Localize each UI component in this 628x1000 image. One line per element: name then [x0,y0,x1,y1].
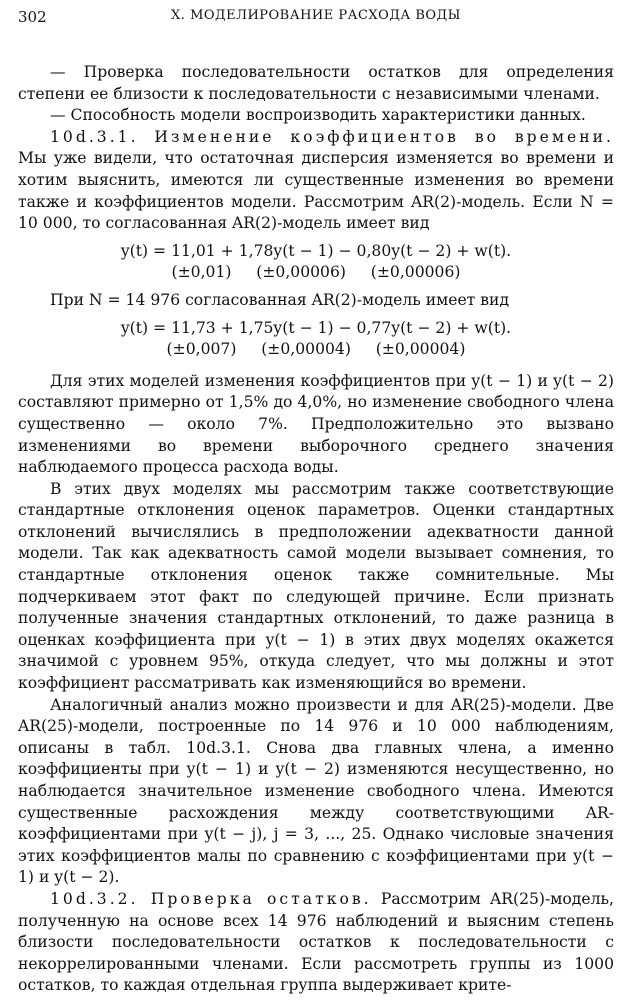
paragraph-text: Мы уже видели, что остаточная дисперсия изменяется во времени и хотим выяснить, имеются ли существенные изменения во времени также и коэффициентов модели. Рассмотрим AR(2)-модель. Если N = 10 000, то согласованная AR(2)-модель имеет вид [18,149,614,233]
section-heading-10d-3-2: 10d.3.2. Проверка остатков. [50,889,372,908]
running-title: X. МОДЕЛИРОВАНИЕ РАСХОДА ВОДЫ [171,8,461,23]
equation-block-2 [18,318,614,361]
page [18,8,614,995]
paragraph-text: Рассмотрим AR(25)-модель, полученную на основе всех 14 976 наблюдений и выясним степень близости последовательности остатков к последовательности с некоррелированными членами. Если рассмотреть группы из 1000 остатков, то каждая отдельная группа выдерживает крите- [18,889,614,995]
body-text [18,62,614,997]
paragraph-ar2-n14976: При N = 14 976 согласованная AR(2)-модель имеет вид [50,290,510,309]
paragraph-ar25-analysis: Аналогичный анализ можно произвести и для AR(25)-модели. Две AR(25)-модели, построенные по 14 976 и 10 000 наблюдениям, описаны в табл. 10d.3.1. Снова два главных члена, а именно коэффициенты при y(t − 1) и y(t − 2) изменяются несущественно, но наблюдается значительное изменение свободного члена. Имеются существенные расхождения между соответствующими AR-коэффициентами при y(t − j), j = 3, ..., 25. Однако числовые значения этих коэффициентов малы по сравнению с коэффициентами при y(t − 1) и y(t − 2). [18,695,614,887]
paragraph-standard-deviations: В этих двух моделях мы рассмотрим также соответствующие стандартные отклонения оценок параметров. Оценки стандартных отклонений вычислялись в предположении адекватности данной модели. Так как адекватность самой модели вызывает сомнения, то стандартные отклонения оценок также сомнительные. Мы подчеркиваем этот факт по следующей причине. Если признать полученные значения стандартных отклонений, то даже разница в оценках коэффициента при y(t − 1) в этих двух моделях окажется значимой с уровнем 95%, откуда следует, что мы должны и этот коэффициент рассматривать как изменяющийся во времени. [18,479,614,693]
paragraph-residual-check: — Проверка последовательности остатков для определения степени ее близости к последовательности с независимыми членами. [18,63,614,103]
equation-errors-1: (±0,01) (±0,00006) (±0,00006) [171,263,461,282]
paragraph-coefficient-variation: Для этих моделей изменения коэффициентов при y(t − 1) и y(t − 2) составляют примерно от 1,5% до 4,0%, но изменение свободного члена существенно — около 7%. Предположительно это вызвано изменениями во времени выборочного среднего значения наблюдаемого процесса расхода воды. [18,371,614,477]
paragraph-coefficient-change [18,127,614,235]
paragraph-residual-test [18,889,614,997]
equation-block-1 [18,241,614,284]
page-header [18,8,614,36]
equation-errors-2: (±0,007) (±0,00004) (±0,00004) [166,340,466,359]
section-heading-10d-3-1: 10d.3.1. Изменение коэффициентов во времени. [50,127,614,146]
page-number: 302 [18,8,47,26]
equation-ar2-n14976: y(t) = 11,73 + 1,75y(t − 1) − 0,77y(t − 2) + w(t). [120,318,512,337]
equation-ar2-n10000: y(t) = 11,01 + 1,78y(t − 1) − 0,80y(t − 2) + w(t). [120,241,512,260]
paragraph-model-ability: — Способность модели воспроизводить характеристики данных. [50,106,586,125]
